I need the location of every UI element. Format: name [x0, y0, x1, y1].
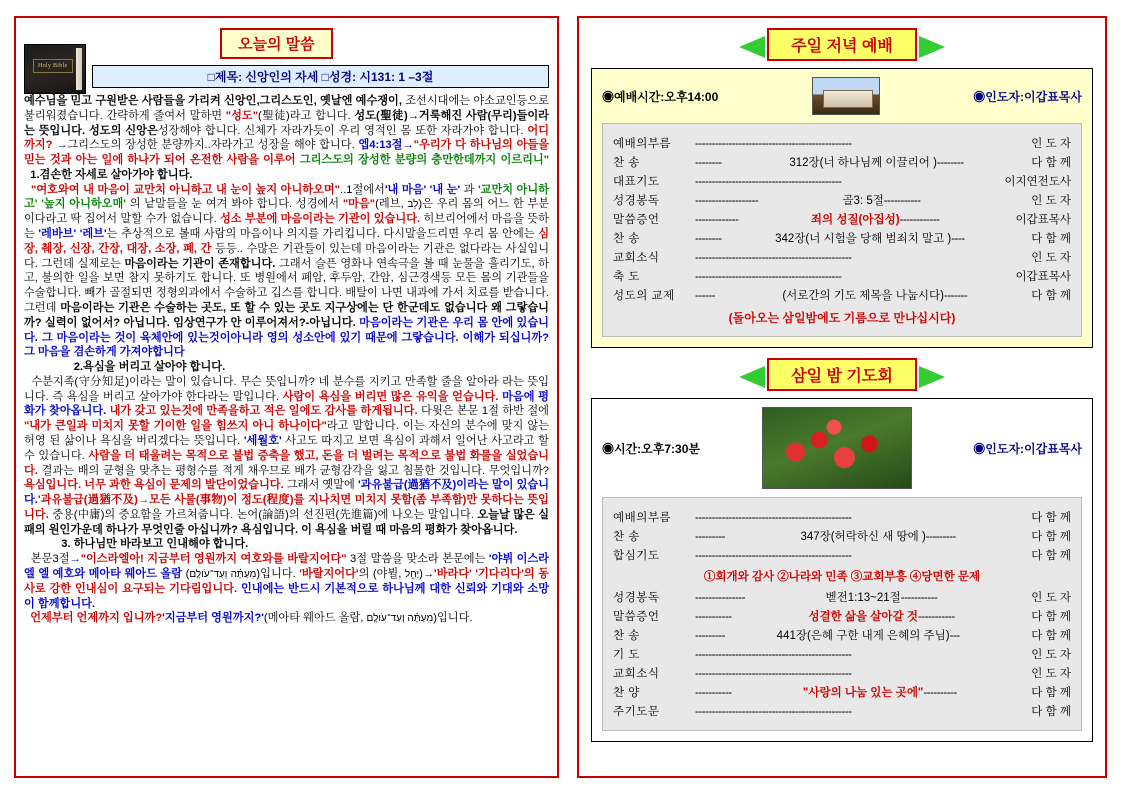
order-mid: (서로간의 기도 제목을 나눕시다) [782, 290, 944, 302]
bible-photo [812, 77, 880, 115]
order-label: 말씀증언 [613, 611, 660, 623]
sermon-body [24, 94, 549, 626]
order-value: 다 함 께 [1031, 550, 1071, 562]
order-label: 찬 송 [613, 531, 640, 543]
order-value: 이갑표목사 [1015, 271, 1071, 283]
order-row [613, 192, 1071, 208]
order-mid: 441장(은혜 구한 내게 은혜의 주님) [776, 630, 950, 642]
order-mid: "사랑의 나눔 있는 곳에" [802, 687, 924, 699]
order-value: 인 도 자 [1031, 649, 1071, 661]
order-dots: -------- [936, 157, 964, 169]
order-value: 인 도 자 [1031, 252, 1071, 264]
order-value: 인 도 자 [1031, 592, 1071, 604]
order-row [613, 608, 1071, 624]
order-dots: ----------- [900, 592, 938, 604]
order-label: 교회소식 [613, 252, 660, 264]
order-label: 교회소식 [613, 668, 660, 680]
order-row [613, 703, 1071, 719]
order-dots: ----------------------------------------------- [695, 512, 852, 524]
ribbon-right-icon [919, 366, 945, 388]
sermon-panel [14, 16, 559, 778]
order-row [613, 173, 1071, 189]
order-row [613, 665, 1071, 681]
evening-service-top [602, 77, 1082, 115]
order-label: 주기도문 [613, 706, 660, 718]
sermon-closing: 언제부터 언제까지 입니까?'지금부터 영원까지?'(메아타 웨아드 올람, מֵעַתָּ֗ה וְעַד־עֹולָֽם)입니다. [30, 612, 473, 625]
order-mid: 골3: 5절 [842, 195, 884, 207]
order-label: 성경봉독 [613, 195, 660, 207]
order-label: 말씀증언 [613, 214, 660, 226]
order-row [613, 646, 1071, 662]
order-label: 찬 양 [613, 687, 640, 699]
order-mid: 성결한 삶을 살아갈 것 [808, 611, 918, 623]
order-dots: ----------------------------------------------- [695, 550, 852, 562]
order-row [613, 154, 1071, 170]
order-dots: -------- [695, 233, 722, 245]
order-row [613, 627, 1071, 643]
order-value: 인 도 자 [1031, 668, 1071, 680]
order-dots: ------ [695, 290, 715, 302]
order-row [613, 589, 1071, 605]
sermon-header [24, 26, 549, 94]
order-dots: ----------- [883, 195, 921, 207]
wednesday-service-banner-wrap [591, 358, 1093, 392]
evening-service-banner-wrap [591, 28, 1093, 62]
order-value: 다 함 께 [1031, 531, 1071, 543]
order-dots: -------- [695, 157, 722, 169]
order-value: 인 도 자 [1031, 138, 1071, 150]
order-value: 다 함 께 [1031, 611, 1072, 623]
order-mid: 벧전1:13~21절 [825, 592, 901, 604]
evening-service-box [591, 68, 1093, 348]
bible-image [24, 44, 86, 94]
sermon-paragraph: 예수님을 믿고 구원받은 사람들을 가리켜 신앙인,그리스도인, 옛날엔 예수쟁이, 조선시대에는 야소교인등으로 불리워졌습니다. 간략하게 줄여서 말하면 "성도"(聖徒)라고 합니다. 성도(聖徒)→거룩해진 사람(무리)들이라는 뜻입니다. 성도의 신앙은성장해야 합니다. 신체가 자라가듯이 우리 영적인 몸 또한 자라가야 합니다. 어디까지? →그리스도의 장성한 분량까지..자라가고 성장을 해야 합니다. 엡4:13절→"우리가 다 하나님의 아들을 믿는 것과 아는 일에 하나가 되어 온전한 사람을 이루어 그리스도의 장성한 분량의 충만한데까지 이르리니" 1.겸손한 자세로 살아가야 합니다. [24, 95, 550, 181]
sermon-paragraph: 수분지족(守分知足)이라는 말이 있습니다. 무슨 뜻입니까? 네 분수를 지키고 만족할 줄을 알아라 라는 뜻입니다. 즉 욕심을 버리고 살아가야 한다라는 말입니다. 사람이 욕심을 버리면 많은 유익을 얻습니다. 마음에 평화가 찾아옵니다. 내가 갖고 있는것에 만족을하고 적은 일에도 감사를 하게됩니다. 다윗은 본문 1절 하반 절에 "내가 큰일과 미치지 못할 기이한 일을 힘쓰지 아니 하나이다"라고 말합니다. 이는 자신의 분수에 맞지 않는 허영 된 삶이나 욕심을 버리겠다는 뜻입니다. '세월호' 사고도 따지고 보면 욕심이 과해서 일어난 사고라고 할 수 있습니다. 사람을 더 태울려는 목적으로 불법 증축을 했고, 돈을 더 벌려는 목적으로 불법 화물을 실었습니다. 결과는 배의 균형을 맞추는 평형수를 적게 채우므로 배가 균형감각을 잃고 침몰한 것입니다. 무엇입니까? 욕심입니다. 너무 과한 욕심이 문제의 발단이었습니다. 그래서 옛말에 '과유불급(過猶不及)이라는 말이 있습니다.'과유불급(過猶不及)→모든 사물(事物)이 정도(程度)를 지나치면 미치지 못함(좀 부족함)만 못하다는 뜻입니다. 중용(中庸)의 중요함을 가르쳐줍니다. 논어(論語)의 선진편(先進篇)에 나오는 말입니다. 오늘날 많은 실패의 원인가운데 하나가 무엇인줄 아십니까? 욕심입니다. 이 욕심을 버릴 때 마음의 평화가 찾아옵니다. [24, 375, 550, 536]
wednesday-service-box [591, 398, 1093, 742]
services-panel [577, 16, 1107, 778]
evening-service-banner: 주일 저녁 예배 [767, 28, 917, 61]
sermon-subtitle: □제목: 신앙인의 자세 □성경: 시131: 1 –3절 [92, 65, 549, 88]
order-label: 예배의부름 [613, 512, 672, 524]
order-label: 기 도 [613, 649, 640, 661]
flower-photo [762, 407, 912, 489]
order-dots: ---------- [923, 687, 957, 699]
order-row [613, 230, 1071, 246]
order-dots: ----------------------------------------------- [695, 706, 852, 718]
order-value: 다 함 께 [1031, 687, 1072, 699]
order-dots: --- [949, 630, 960, 642]
wednesday-service-time: ◉시간:오후7:30분 [602, 441, 700, 456]
ribbon-left-icon [739, 36, 765, 58]
order-value: 다 함 께 [1031, 512, 1071, 524]
order-label: 성도의 교제 [613, 290, 675, 302]
order-row [613, 211, 1071, 227]
order-label: 성경봉독 [613, 592, 660, 604]
order-dots: ----------- [695, 611, 732, 623]
order-label: 찬 송 [613, 233, 640, 245]
order-dots: ----------------------------------------------- [695, 649, 852, 661]
order-row [613, 684, 1071, 700]
order-label: 합심기도 [613, 550, 660, 562]
order-value: 이지연전도사 [1004, 176, 1071, 188]
order-label: 찬 송 [613, 630, 640, 642]
order-dots: -------------------------------------------- [695, 271, 842, 283]
order-dots: --------- [695, 630, 725, 642]
order-row [613, 268, 1071, 284]
ribbon-right-icon [919, 36, 945, 58]
order-dots: ----------- [695, 687, 732, 699]
order-dots: ------------- [695, 214, 739, 226]
order-dots: ----------------------------------------------- [695, 138, 852, 150]
order-row [613, 547, 1071, 563]
order-label: 대표기도 [613, 176, 660, 188]
order-row [613, 249, 1071, 265]
sermon-paragraph: "여호와여 내 마음이 교만치 아니하고 내 눈이 높지 아니하오며"..1절에서'내 마음' '내 눈' 과 '교만치 아니하고' '높지 아니하오매' 의 낱말들을 눈 여겨 봐야 합니다. 성경에서 "마음"(레브, לֵב)은 우리 몸의 어느 한 부분이다라고 딱 집어서 말할 수가 없습니다. 성소 부분에 마음이라는 기관이 있습니다. 히브리어에서 마음을 뜻하는 '레바브' '레브'는 추상적으로 볼때 사람의 마음이나 의지를 가리킵니다. 다시말을드리면 우리 몸 안에는 심장, 췌장, 신장, 간장, 대장, 소장, 폐, 간 등등.. 수많은 기관들이 있는데 마음이라는 기관은 없다라는 사실입니다. 그런데 실제로는 마음이라는 기관이 존재합니다. 그래서 슬픈 영화나 연속극을 볼 때 눈물을 흘리기도, 하고, 불의한 일을 보면 참지 못하기도 합니다. 또 병원에서 폐암, 후두암, 간암, 심근경색등 모든 몸의 기관들을 수술합니다. 빼가 골절되면 정형외과에서 수술하고 깁스를 합니다. 배탈이 나면 내과에 가서 치료를 받습니다. 그런데 마음이라는 기관은 수술하는 곳도, 또 할 수 있는 곳도 지구상에는 단 한군데도 없습니다 왜 그랗습니까? 실력이 없어서? 아닙니다. 임상연구가 안 이루어져서?-아닙니다. 마음이라는 기관은 우리 몸 안에 있습니다. 그 마음이라는 것이 육체안에 있는것이아니라 영의 성소안에 있기 때문에 그랗습니다. 이해가 되십니까? 그 마음을 겸손하게 가져야합니다 [24, 183, 550, 359]
order-dots: --------- [925, 531, 956, 543]
order-value: 다 함 께 [1031, 630, 1071, 642]
order-value: 인 도 자 [1031, 195, 1071, 207]
wednesday-service-leader: ◉인도자:이갑표목사 [973, 441, 1082, 456]
order-dots: ---- [951, 233, 965, 245]
evening-service-leader: ◉인도자:이갑표목사 [973, 89, 1082, 104]
order-mid: 312장(너 하나님께 이끌리어 ) [789, 157, 937, 169]
prayer-topics: ①회개와 감사 ②나라와 민족 ③교회부흥 ④당면한 문제 [703, 571, 981, 583]
order-mid: 342장(너 시험을 당해 범죄치 말고 ) [775, 233, 952, 245]
order-value: 다 함 께 [1031, 290, 1072, 302]
order-dots: --------- [695, 531, 725, 543]
order-row [613, 135, 1071, 151]
sermon-point-3: 3. 하나님만 바라보고 인내해야 합니다. [24, 538, 249, 551]
page-title: 오늘의 말씀 [220, 28, 333, 59]
order-dots: ------- [943, 290, 968, 302]
wednesday-service-banner: 삼일 밤 기도회 [767, 358, 917, 391]
evening-service-time: ◉예배시간:오후14:00 [602, 89, 719, 104]
sermon-point-2: 2.욕심을 버리고 살아야 합니다. [24, 361, 226, 374]
order-dots: -------------------------------------------- [695, 176, 842, 188]
order-value: 다 함 께 [1031, 233, 1072, 245]
order-dots: ----------- [917, 611, 955, 623]
wednesday-service-order [602, 497, 1082, 731]
sermon-paragraph: 본문3절→"이스라엘아! 지금부터 영원까지 여호와를 바랄지어다" 3절 말씀을 맞소라 본문에는 '야뷔 이스라엘 엘 예호와 메아타 웨아드 올람 (מֵעַתָּ֗ה וְעַד־עֹולָֽם)입니다. '바랄지어다'의 (야뷜, יַחֵ֣ל)→'바라다' '기다리다'의 동사로 강한 인내심이 요구되는 기다림입니다. 인내에는 반드시 기본적으로 하나님께 대한 신뢰와 기대와 소망이 함께합니다. [24, 553, 549, 610]
order-mid: 죄의 성질(아집성) [810, 214, 900, 226]
order-value: 다 함 께 [1031, 706, 1071, 718]
order-row [613, 528, 1071, 544]
order-dots: ----------------------------------------------- [695, 668, 852, 680]
order-value: 이갑표목사 [1015, 214, 1072, 226]
order-mid: 347장(허락하신 새 땅에 ) [800, 531, 926, 543]
wednesday-service-top [602, 407, 1082, 489]
order-dots: ----------------------------------------------- [695, 252, 852, 264]
order-value: 다 함 께 [1031, 157, 1071, 169]
order-label: 축 도 [613, 271, 640, 283]
order-dots: --------------- [695, 592, 745, 604]
order-row [613, 287, 1071, 303]
evening-service-footer: (돌아오는 삼일밤에도 기름으로 만나십시다) [728, 311, 956, 325]
order-label: 찬 송 [613, 157, 640, 169]
order-label: 예배의부름 [613, 138, 672, 150]
ribbon-left-icon [739, 366, 765, 388]
order-dots: ------------ [899, 214, 940, 226]
order-row [613, 509, 1071, 525]
order-dots: ------------------- [695, 195, 759, 207]
evening-service-order [602, 123, 1082, 337]
